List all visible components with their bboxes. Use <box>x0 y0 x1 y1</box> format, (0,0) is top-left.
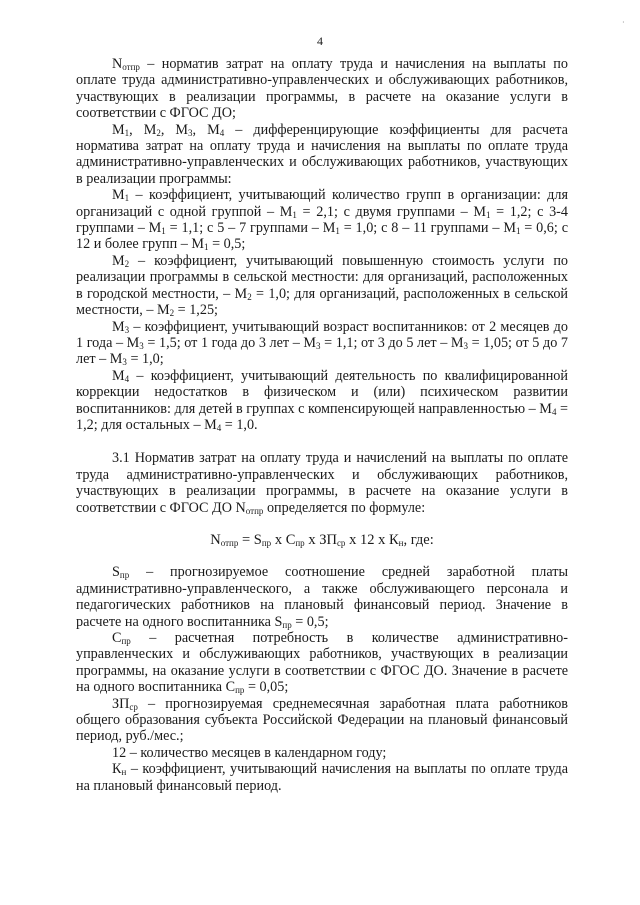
spacer <box>76 516 568 532</box>
paragraph-m2: $М_2$ – коэффициент, учитывающий повышенную стоимость услуги по реализации программы в сельской местности: для организаций, расположенных в городской местности, – $М_2 = 1,0$; для организаций, расположенных в сельской местности, – $М_2 = 1,25$; <box>76 252 569 319</box>
paragraph-notpr: $N_{отпр}$ – норматив затрат на оплату труда и начисления на выплаты по оплате труда административно-управленческих и обслуживающих работников, участвующих в реализации программы, в расчете на оказание услуги в соответствии с ФГОС ДО; <box>76 56 568 122</box>
definition-12: 12 – количество месяцев в календарном году; <box>112 744 387 761</box>
paragraph-m3: $М_3$ – коэффициент, учитывающий возраст воспитанников: от 2 месяцев до 1 года – $М_3 = 1,5$; от 1 года до 3 лет – $М_3 = 1,1$; от 3 до 5 лет – $М_3 = 1,05$; от 5 до 7 лет – $М_3 = 1,0$; <box>76 318 568 368</box>
paragraph-coefficients: $М_1$, $М_2$, $М_3$, $М_4$ – дифференцирующие коэффициенты для расчета норматива затрат на оплату труда и начисления на выплаты по оплате труда административно-управленческих и обслуживающих работников, участвующих в реализации программы: <box>76 121 568 187</box>
spacer <box>76 433 568 450</box>
scan-speck: · <box>622 18 625 27</box>
section-3-1: 3.1 Норматив затрат на оплату труда и начислений на выплаты по оплате труда административно-управленческих и обслуживающих работников, участвующих в реализации программы, в расчете на оказание услуги в соответствии с ФГОС ДО $N_{отпр}$ определяется по формуле: <box>76 450 568 516</box>
page-number: 4 <box>317 34 323 48</box>
formula: $N_{отпр} = S_{пр}$ х $С_{пр}$ х $ЗП_{ср}$ х 12 х $К_н$, где: <box>210 531 434 548</box>
paragraph-m1: $М_1$ – коэффициент, учитывающий количество групп в организации: для организаций с одной группой – $М_1 = 2,1$; с двумя группами – $М_1 = 1,2$; с 3-4 группами – $М_1 = 1,1$; с 5 – 7 группами – $М_1 = 1,0$; с 8 – 11 группами – $М_1 = 0,6$; с 12 и более групп – $М_1 = 0,5$; <box>76 187 569 253</box>
page-body <box>76 56 568 794</box>
definition-cpr: $С_{пр}$ – расчетная потребность в количестве административно-управленческих и обслуживающих работников, участвующих в реализации программы, на оказание услуги в соответствии с ФГОС ДО. Значение в расчете на одного воспитанника $С_{пр} = 0,05$; <box>76 630 568 696</box>
definition-zpsr: $ЗП_{ср}$ – прогнозируемая среднемесячная заработная плата работников общего образования субъекта Российской Федерации на плановый финансовый период, руб./мес.; <box>76 695 568 745</box>
definition-kn: $К_н$ – коэффициент, учитывающий начисления на выплаты по оплате труда на плановый финансовый период. <box>76 761 568 794</box>
spacer <box>76 548 568 564</box>
definition-spr: $S_{пр}$ – прогнозируемое соотношение средней заработной платы административно-управленческого, а также обслуживающего персонала и педагогических работников на плановый финансовый период. Значение в расчете на одного воспитанника $S_{пр} = 0,5$; <box>76 564 568 630</box>
paragraph-m4: $М_4$ – коэффициент, учитывающий деятельность по квалифицированной коррекции недостатков в физическом и (или) психическом развитии воспитанников: для детей в группах с компенсирующей направленностью – $М_4 = 1,2$; для остальных – $М_4 = 1,0$. <box>76 367 568 433</box>
